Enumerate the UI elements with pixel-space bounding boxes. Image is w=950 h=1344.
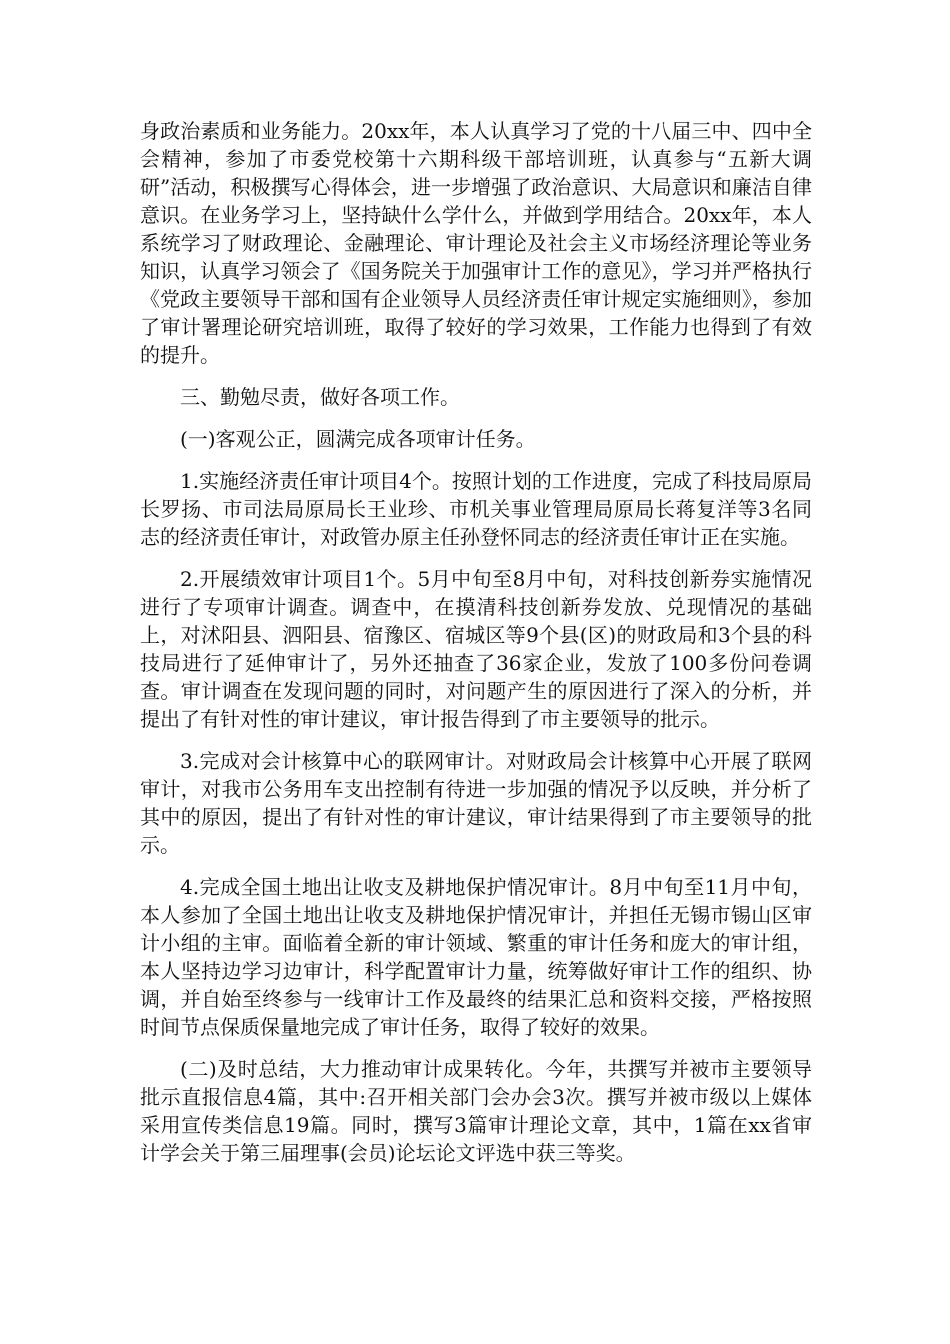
subsection-heading-1: (一)客观公正，圆满完成各项审计任务。 — [180, 427, 536, 451]
document-page — [140, 117, 812, 1167]
paragraph-item-4: 4.完成全国土地出让收支及耕地保护情况审计。8月中旬至11月中旬，本人参加了全国土地出让收支及耕地保护情况审计，并担任无锡市锡山区审计小组的主审。面临着全新的审计领域、繁重的审计任务和庞大的审计组，本人坚持边学习边审计，科学配置审计力量，统筹做好审计工作的组织、协调，并自始至终参与一线审计工作及最终的结果汇总和资料交接，严格按照时间节点保质保量地完成了审计任务，取得了较好的效果。 — [140, 875, 812, 1039]
paragraph-study-summary: 身政治素质和业务能力。20xx年，本人认真学习了党的十八届三中、四中全会精神，参加了市委党校第十六期科级干部培训班，认真参与“五新大调研”活动，积极撰写心得体会，进一步增强了政治意识、大局意识和廉洁自律意识。在业务学习上，坚持缺什么学什么，并做到学用结合。20xx年，本人系统学习了财政理论、金融理论、审计理论及社会主义市场经济理论等业务知识，认真学习领会了《国务院关于加强审计工作的意见》，学习并严格执行《党政主要领导干部和国有企业领导人员经济责任审计规定实施细则》，参加了审计署理论研究培训班，取得了较好的学习效果，工作能力也得到了有效的提升。 — [140, 119, 812, 367]
paragraph-item-3: 3.完成对会计核算中心的联网审计。对财政局会计核算中心开展了联网审计，对我市公务用车支出控制有待进一步加强的情况予以反映，并分析了其中的原因，提出了有针对性的审计建议，审计结果得到了市主要领导的批示。 — [140, 749, 812, 857]
subsection-paragraph-2: (二)及时总结，大力推动审计成果转化。今年，共撰写并被市主要领导批示直报信息4篇，其中:召开相关部门会办会3次。撰写并被市级以上媒体采用宣传类信息19篇。同时，撰写3篇审计理论文章，其中，1篇在xx省审计学会关于第三届理事(会员)论坛论文评选中获三等奖。 — [140, 1057, 812, 1165]
paragraph-item-1: 1.实施经济责任审计项目4个。按照计划的工作进度，完成了科技局原局长罗扬、市司法局原局长王业珍、市机关事业管理局原局长蒋复洋等3名同志的经济责任审计，对政管办原主任孙登怀同志的经济责任审计正在实施。 — [140, 469, 812, 549]
paragraph-item-2: 2.开展绩效审计项目1个。5月中旬至8月中旬，对科技创新券实施情况进行了专项审计调查。调查中，在摸清科技创新券发放、兑现情况的基础上，对沭阳县、泗阳县、宿豫区、宿城区等9个县(区)的财政局和3个县的科技局进行了延伸审计了，另外还抽查了36家企业，发放了100多份问卷调查。审计调查在发现问题的同时，对问题产生的原因进行了深入的分析，并提出了有针对性的审计建议，审计报告得到了市主要领导的批示。 — [140, 567, 812, 731]
section-heading-3: 三、勤勉尽责，做好各项工作。 — [180, 385, 460, 409]
